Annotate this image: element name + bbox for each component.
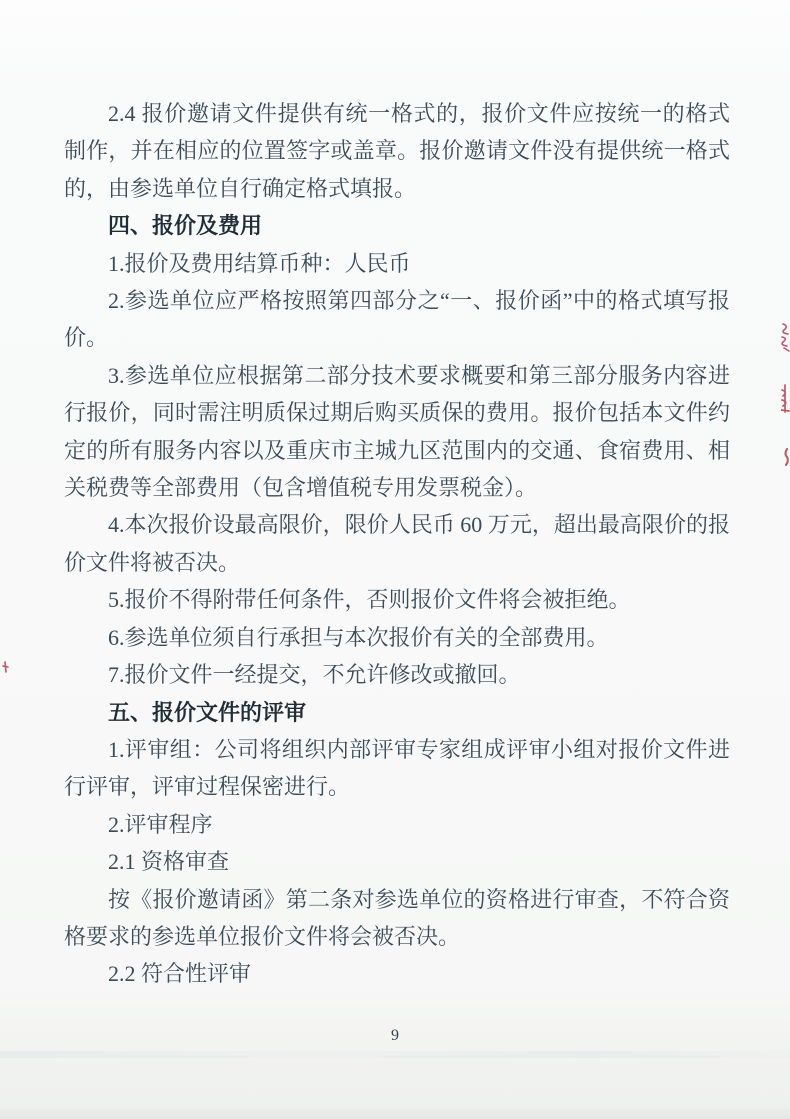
section-heading: 四、报价及费用 xyxy=(108,213,263,239)
body-paragraph: 按《报价邀请函》第二条对参选单位的资格进行审查，不符合资格要求的参选单位报价文件将会被否决。 xyxy=(64,886,730,949)
body-paragraph: 2.1 资格审查 xyxy=(108,849,230,875)
red-ink-mark-icon xyxy=(783,448,790,466)
body-paragraph: 2.2 符合性评审 xyxy=(108,961,252,987)
page-number: 9 xyxy=(391,1027,399,1044)
body-paragraph: 2.评审程序 xyxy=(108,811,213,837)
body-paragraph: 7.报价文件一经提交，不允许修改或撤回。 xyxy=(108,662,521,688)
body-paragraph: 2.参选单位应严格按照第四部分之“一、报价函”中的格式填写报价。 xyxy=(64,288,730,351)
body-paragraph: 5.报价不得附带任何条件，否则报价文件将会被拒绝。 xyxy=(108,587,631,613)
body-paragraph: 6.参选单位须自行承担与本次报价有关的全部费用。 xyxy=(108,624,609,650)
section-heading: 五、报价文件的评审 xyxy=(108,699,307,725)
body-paragraph: 3.参选单位应根据第二部分技术要求概要和第三部分服务内容进行报价，同时需注明质保过期后购买质保的费用。报价包括本文件约定的所有服务内容以及重庆市主城九区范围内的交通、食宿费用、相关税费等全部费用（包含增值税专用发票税金）。 xyxy=(64,362,730,501)
body-paragraph: 1.评审组：公司将组织内部评审专家组成评审小组对报价文件进行评审，评审过程保密进行。 xyxy=(64,736,730,800)
red-ink-mark-icon xyxy=(2,661,9,674)
red-ink-mark-icon xyxy=(780,322,790,352)
scan-artifact-band xyxy=(0,1051,790,1058)
document-body xyxy=(64,95,730,993)
red-ink-mark-icon xyxy=(781,384,790,414)
body-paragraph: 1.报价及费用结算币种：人民币 xyxy=(108,250,411,276)
body-paragraph: 4.本次报价设最高限价，限价人民币 60 万元，超出最高限价的报价文件将被否决。 xyxy=(64,512,730,575)
body-paragraph: 2.4 报价邀请文件提供有统一格式的，报价文件应按统一的格式制作，并在相应的位置签字或盖章。报价邀请文件没有提供统一格式的，由参选单位自行确定格式填报。 xyxy=(64,101,730,201)
scan-artifact-band xyxy=(0,1108,790,1119)
